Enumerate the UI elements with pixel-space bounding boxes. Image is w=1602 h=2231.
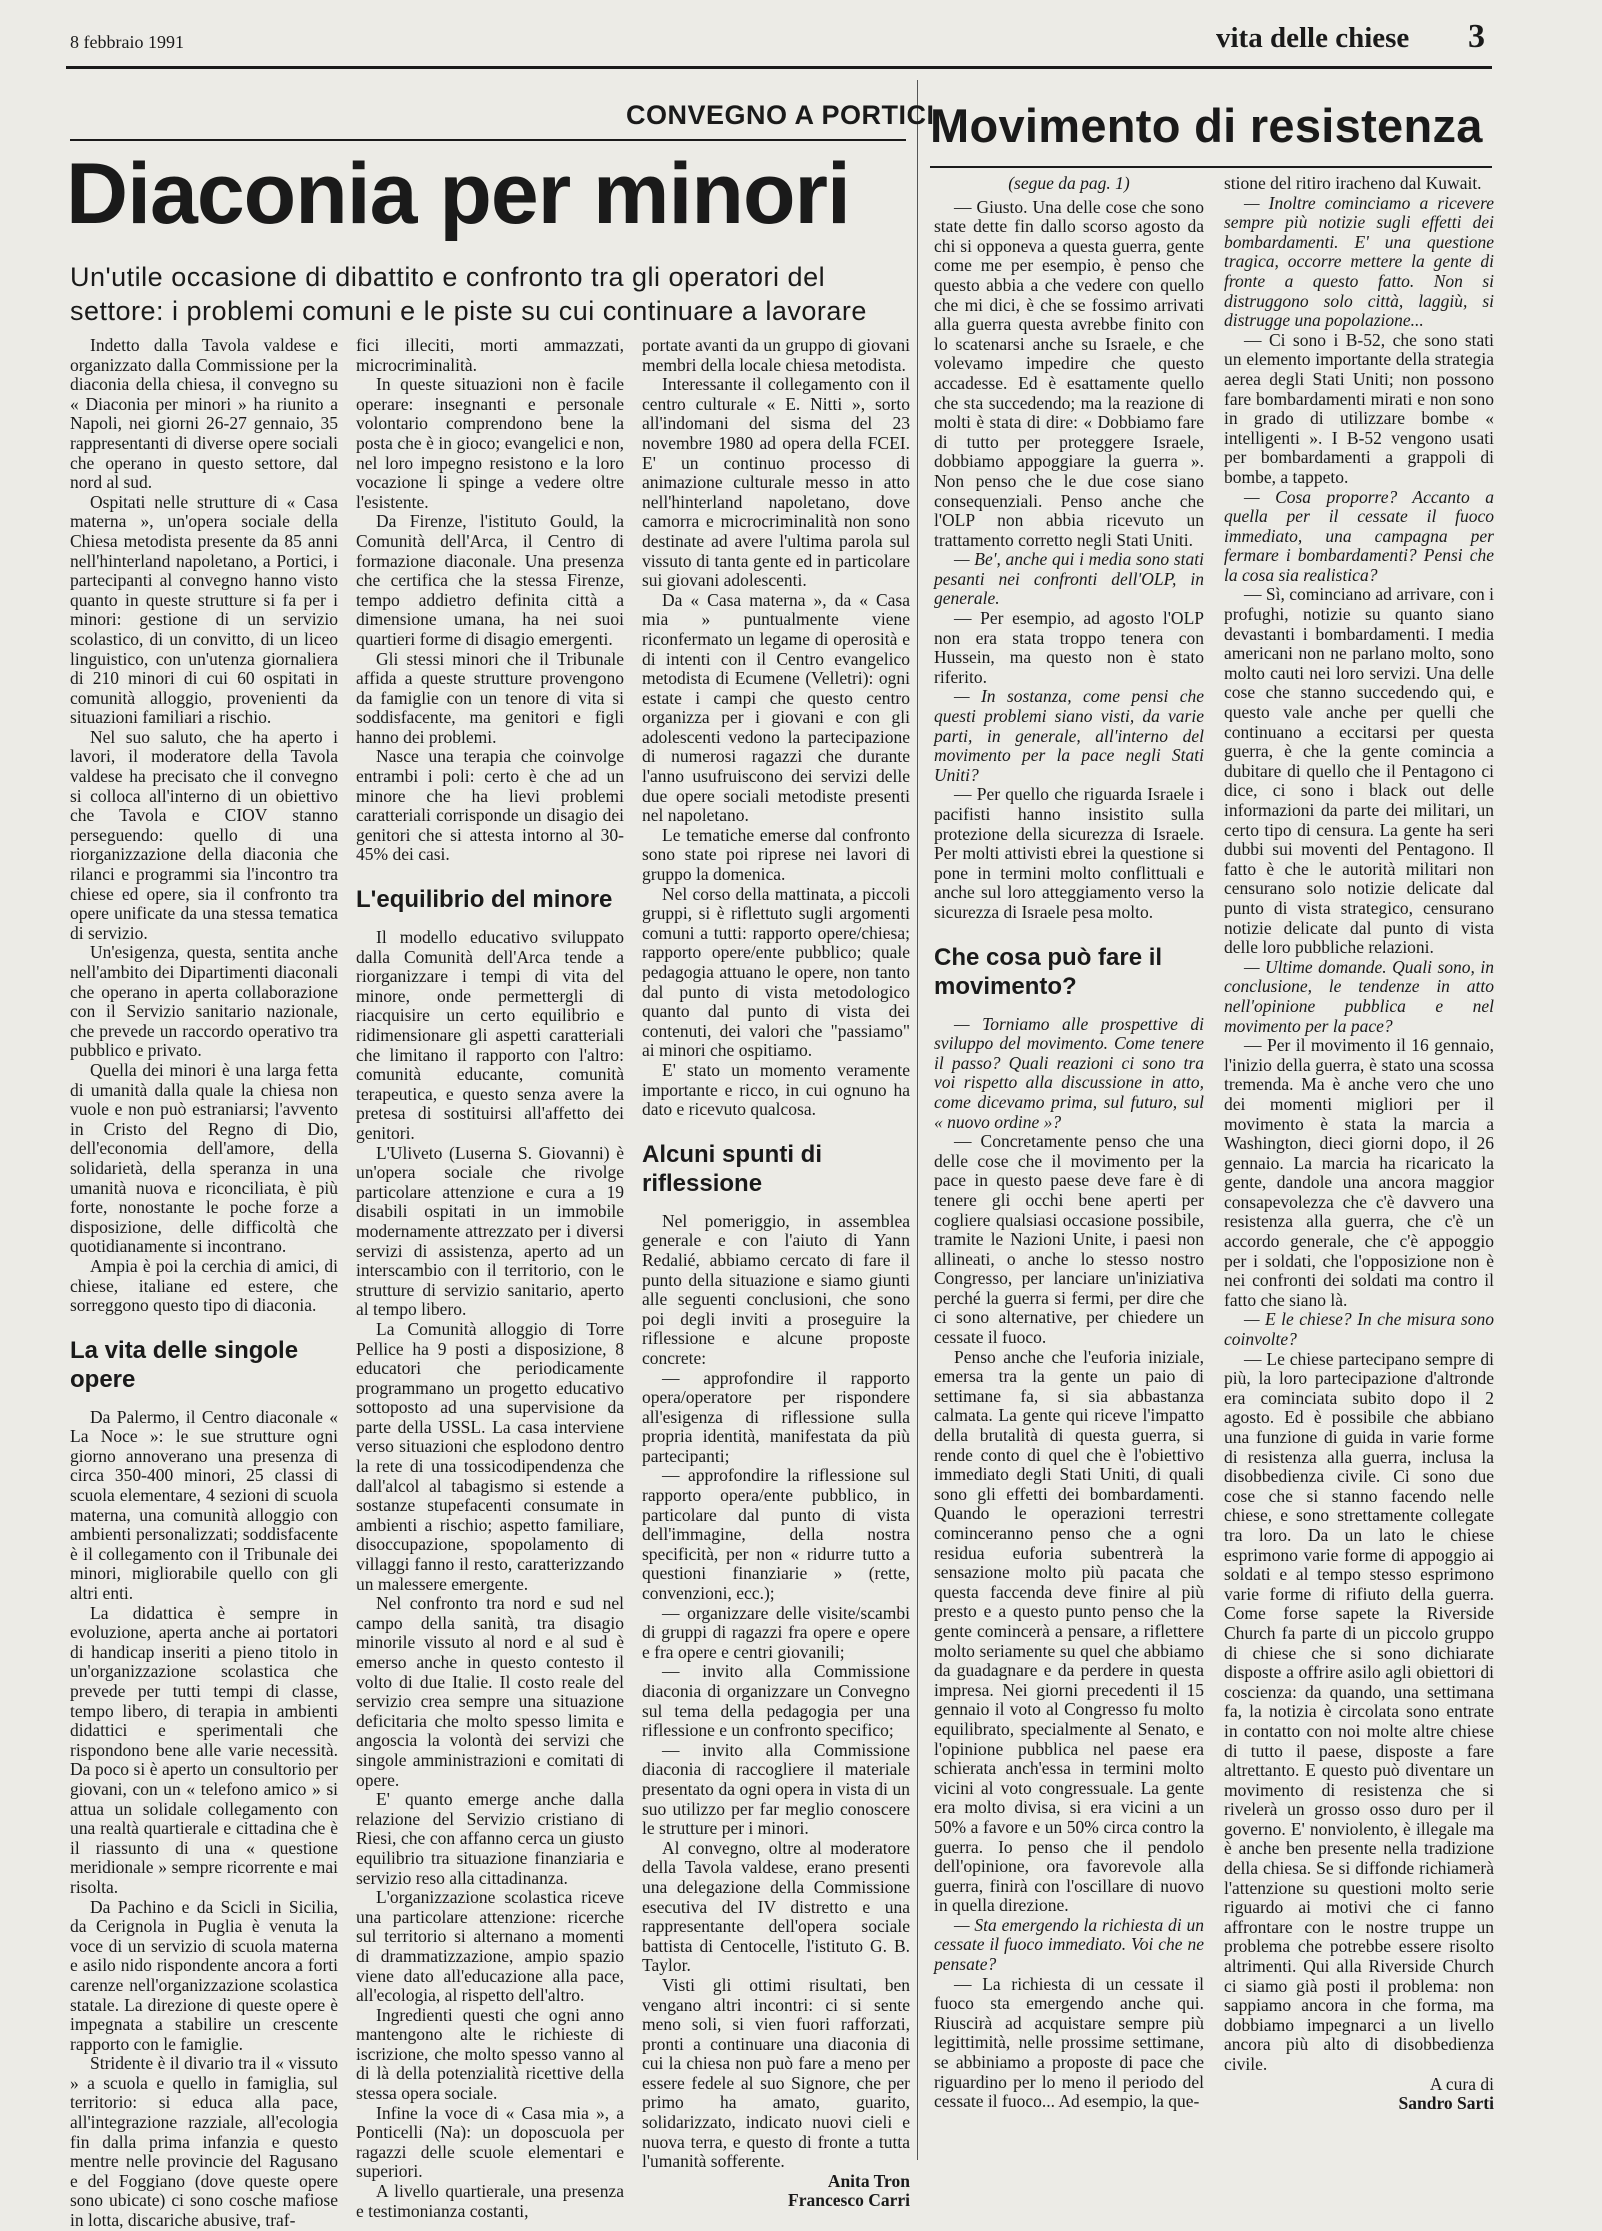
paragraph: Stridente è il divario tra il « vissuto » a scuola e quello in famiglia, sul territorio: si educa alla pace, all'integrazione razziale, all'ecologia fin dalla prima infanzia e questo mentre nelle provincie del Ragusano e del Foggiano (dove queste opere sono ubicate) ci sono cosche mafiose in lotta, discariche abusive, traf- [70, 2053, 338, 2231]
interview-question: — Be', anche qui i media sono stati pesanti nei confronti dell'OLP, in generale. [934, 549, 1204, 609]
paragraph: — invito alla Commissione diaconia di raccogliere il materiale presentato da ogni opera in vista di un suo utilizzo per far meglio conoscere le strutture per i minori. [642, 1739, 910, 1839]
paragraph: E' stato un momento veramente importante e ricco, in cui ognuno ha dato e ricevuto qualcosa. [642, 1059, 910, 1120]
paragraph: Ampia è poi la cerchia di amici, di chiese, italiane ed estere, che sorreggono questo tipo di diaconia. [70, 1255, 338, 1316]
interview-question: — Torniamo alle prospettive di sviluppo del movimento. Come tenere il passo? Quali reazioni ci sono tra voi rispetto alla discussione in atto, come dicevamo prima, sul futuro, sul « nuovo ordine »? [934, 1013, 1204, 1132]
column-divider [917, 80, 918, 2160]
paragraph: Interessante il collegamento con il centro culturale « E. Nitti », sorto all'indomani del sisma del 23 novembre 1980 ad opera della FCEI. E' un continuo processo di animazione culturale messo in atto nell'hinterland napoletano, dove camorra e microcriminalità non sono destinate ad avere l'ultima parola sul vissuto di tanta gente ed in particolare sui giovani adolescenti. [642, 374, 910, 591]
paragraph: fici illeciti, morti ammazzati, microcriminalità. [356, 335, 624, 375]
paragraph: Da Firenze, l'istituto Gould, la Comunità dell'Arca, il Centro di formazione diaconale. Una presenza che certifica che la stessa Firenze, tempo addietro definita città a dimensione umana, ha nei suoi quartieri forme di disagio emergenti. [356, 511, 624, 649]
article1-column-2 [356, 336, 624, 2221]
paragraph: — Per esempio, ad agosto l'OLP non era stata troppo tenera con Hussein, ma questo non è stato riferito. [934, 608, 1204, 687]
paragraph: — Giusto. Una delle cose che sono state dette fin dallo scorso agosto da chi si opponeva a questa guerra, gente come me per esempio, è penso che questo abbia a che vedere con quello che mi dici, è che se fossimo arrivati alla guerra questa avrebbe finito con lo scatenarsi anche su Israele, e che volevamo impedire che questo accadesse. Ed è esattamente quello che sta succedendo; ma la reazione di molti è stata di dire: « Dobbiamo fare di tutto per proteggere Israele, dobbiamo appoggiare la guerra ». Non penso che le due cose siano consequenziali. Penso anche che l'OLP non abbia ricevuto un trattamento corretto negli Stati Uniti. [934, 196, 1204, 550]
author-signature: Francesco Carri [788, 2190, 910, 2211]
paragraph: Penso anche che l'euforia iniziale, emersa tra la gente un paio di settimane fa, si sia abbastanza calmata. La gente qui riceve l'impatto della brutalità di questa guerra, si rende conto di quel che è l'obiettivo immediato degli Stati Uniti, di quali sono gli effetti dei bombardamenti. Quando le operazioni terrestri cominceranno penso che a ogni residua euforia subentrerà la sensazione molto più pacata che questa faccenda deve finire al più presto e a questo punto penso che la gente comincerà a pensare, a riflettere molto seriamente su quel che abbiamo da guadagnare e da perdere in questa impresa. Nei giorni precedenti il 15 gennaio il voto al Congresso fu molto equilibrato, specialmente al Senato, e l'opinione pubblica nel paese era schierata anch'essa in termini molto vicini al voto congressuale. La gente era molto divisa, si era vicini a un 50% a favore e un 50% circa contro la guerra. Io penso che il pendolo dell'opinione, ora favorevole alla guerra, finirà con l'oscillare di nuovo in quella direzione. [934, 1346, 1204, 1916]
subheading: La vita delle singole opere [70, 1336, 299, 1393]
page-number: 3 [1468, 18, 1485, 55]
paragraph: — approfondire il rapporto opera/operatore per rispondere all'esigenza di riflessione sulla propria identità, manifestata da più partecipanti; [642, 1367, 910, 1466]
paragraph: Ingredienti questi che ogni anno mantengono alte le richieste di iscrizione, che molto spesso vanno al di là della potenzialità ricettive della stessa opera sociale. [356, 2004, 624, 2104]
issue-date: 8 febbraio 1991 [70, 32, 184, 52]
editor-credit: A cura di [1429, 2073, 1494, 2094]
paragraph: E' quanto emerge anche dalla relazione del Servizio cristiano di Riesi, che con affanno cerca un giusto equilibrio tra situazione finanziaria e servizio reso alla cittadinanza. [356, 1789, 624, 1888]
paragraph: Nel pomeriggio, in assemblea generale e con l'aiuto di Yann Redalié, abbiamo cercato di fare il punto della situazione e siamo giunti alle seguenti conclusioni, che sono poi degli inviti a proseguire la riflessione e alcune proposte concrete: [642, 1210, 910, 1368]
article1-column-3 [642, 336, 910, 2211]
paragraph: Al convegno, oltre al moderatore della Tavola valdese, erano presenti una delegazione della Commissione esecutiva del IV distretto e una rappresentante dell'opera sociale battista di Centocelle, l'istituto G. B. Taylor. [642, 1837, 910, 1976]
paragraph: L'Uliveto (Luserna S. Giovanni) è un'opera sociale che rivolge particolare attenzione e cura a 19 disabili ospitati in un immobile modernamente attrezzato per i diversi servizi di assistenza, aperto ad un interscambio con il territorio, con le strutture di servizio sanitario, aperto al tempo libero. [356, 1142, 624, 1320]
continuation-note: (segue da pag. 1) [1008, 173, 1130, 193]
paragraph: — approfondire la riflessione sul rapporto opera/ente pubblico, in particolare dal punto di vista dell'immagine, della nostra specificità, per non « ridurre tutto a questioni finanziarie » (rette, convenzioni, ecc.); [642, 1465, 910, 1604]
paragraph: — Le chiese partecipano sempre di più, la loro partecipazione d'altronde era cominciata subito dopo il 2 agosto. Ed è possibile che abbiano una funzione di guida in varie forme di resistenza alla guerra, inclusa la disobbedienza civile. Ci sono due cose che si stanno facendo nelle chiese, e sono strettamente collegate tra loro. Da un lato le chiese esprimono varie forme di appoggio ai soldati e al tempo stesso esprimono varie forme di rifiuto della guerra. Come forse sapete la Riverside Church fa parte di un piccolo gruppo di chiese che si sono dichiarate disposte a offrire asilo agli obiettori di coscienza: da quando, una settimana fa, la notizia è circolata sono entrate in contatto con noi molte altre chiese di tutto il paese, disposte a fare altrettanto. E questo può diventare un movimento di resistenza che si rivelerà un grosso osso duro per il governo. E' nonviolento, è illegale ma è anche ben presente nella tradizione della chiesa. Se si diffonde richiamerà l'attenzione su questioni molto serie riguardo ai motivi che ci fanno affrontare con le nostre truppe un problema che potrebbe essere risolto altrimenti. Qui alla Riverside Church ci siamo già posti il problema: non sappiamo ancora in che forma, ma dobbiamo impegnarci a un livello ancora più alto di disobbedienza civile. [1224, 1348, 1494, 2074]
paragraph: A livello quartierale, una presenza e testimonianza costanti, [356, 2181, 624, 2221]
article-kicker: CONVEGNO A PORTICI [626, 100, 935, 130]
second-article-rule [930, 166, 1492, 168]
paragraph: Nel corso della mattinata, a piccoli gruppi, si è riflettuto sugli argomenti comuni a tutti: rapporto opere/chiesa; rapporto opere/ente pubblico; quale pedagogia attuano le opere, non tanto dal punto di vista metodologico quanto dal punto di vista dei contenuti, dei valori che "passiamo" ai minori che ospitiamo. [642, 883, 910, 1061]
paragraph: La Comunità alloggio di Torre Pellice ha 9 posti a disposizione, 8 educatori che periodicamente programmano un progetto educativo sottoposto ad una supervisione da parte della USSL. La casa interviene verso situazioni che esplodono dentro la rete di una tossicodipendenza che dall'alcol al tabagismo si estende a sostanze stupefacenti consumate in ambienti a rischio; aspetto familiare, disoccupazione, spopolamento di villaggi fanno il resto, caratterizzando un malessere emergente. [356, 1318, 624, 1594]
editor-name: Sandro Sarti [1398, 2093, 1494, 2114]
paragraph: — Ci sono i B-52, che sono stati un elemento importante della strategia aerea degli Stati Uniti; non possono fare bombardamenti mirati e non sono in grado di utilizzare bombe « intelligenti ». I B-52 vengono usati per bombardamenti a grappoli di bombe, a tappeto. [1224, 329, 1494, 487]
subheading: Che cosa può fare il movimento? [934, 943, 1163, 1000]
article1-column-1 [70, 336, 338, 2231]
paragraph: portate avanti da un gruppo di giovani membri della locale chiesa metodista. [642, 335, 910, 375]
section-title: vita delle chiese [1216, 22, 1410, 54]
paragraph: Ospitati nelle strutture di « Casa materna », un'opera sociale della Chiesa metodista presente da 85 anni nell'hinterland napoletano, a Portici, i partecipanti al convegno hanno visto quanto in queste strutture si fa per i minori: gestione di un servizio scolastico, di un convitto, di un liceo linguistico, con un'utenza giornaliera di 210 minori di cui 60 ospitati in comunità alloggio, provenienti da situazioni familiari a rischio. [70, 491, 338, 728]
masthead-rule [66, 66, 1492, 69]
paragraph: Gli stessi minori che il Tribunale affida a queste strutture provengono da famiglie con un tenore di vita si soddisfacente, ma genitori e figli hanno dei problemi. [356, 648, 624, 747]
paragraph: — Per quello che riguarda Israele i pacifisti hanno insistito sulla protezione della sicurezza di Israele. Per molti attivisti ebrei la questione si pone in termini molto conflittuali e anche sul loro atteggiamento verso la sicurezza di Israele pesa molto. [934, 784, 1204, 922]
interview-question: — Inoltre cominciamo a ricevere sempre più notizie sugli effetti dei bombardamenti. E' una questione tragica, occorre mettere la gente di fronte a questo fatto. Non si distruggono solo città, laggiù, si distrugge una popolazione... [1224, 192, 1494, 331]
kicker-rule [70, 139, 906, 141]
paragraph: — invito alla Commissione diaconia di organizzare un Convegno sul tema della pedagogia per una riflessione e un confronto specifico; [642, 1661, 910, 1741]
paragraph: Le tematiche emerse dal confronto sono state poi riprese nei lavori di gruppo la domenica. [642, 824, 910, 885]
author-signature: Anita Tron [827, 2170, 910, 2191]
paragraph: Indetto dalla Tavola valdese e organizzato dalla Commissione per la diaconia della chiesa, il convegno su « Diaconia per minori » ha riunito a Napoli, nei giorni 26-27 gennaio, 35 rappresentanti di diverse opere sociali che operano in questo settore, dal nord al sud. [70, 335, 338, 493]
interview-question: — In sostanza, come pensi che questi problemi siano visti, da varie parti, in generale, all'interno del movimento per la pace negli Stati Uniti? [934, 686, 1204, 785]
article2-column-1 [934, 174, 1204, 2112]
paragraph: Da « Casa materna », da « Casa mia » puntualmente viene riconfermato un legame di operosità e di intenti con il Centro evangelico metodista di Ecumene (Velletri): ogni estate i campi che questo centro organizza per i giovani e con gli adolescenti vedono la partecipazione di numerosi ragazzi che durante l'anno usufruiscono dei servizi delle due opere sociali metodiste presenti nel napoletano. [642, 589, 910, 826]
subheading: Alcuni spunti di riflessione [642, 1140, 822, 1197]
paragraph: Il modello educativo sviluppato dalla Comunità dell'Arca tende a riorganizzare i tempi di vita del minore, onde permettergli di riacquisire un certo equilibrio e ridimensionare gli aspetti caratteriali che limitano il rapporto con l'altro: comunità educante, comunità terapeutica, e questo senza avere la pretesa di sostituirsi all'affetto dei genitori. [356, 927, 624, 1143]
paragraph: Quella dei minori è una larga fetta di umanità dalla quale la chiesa non vuole e non può estraniarsi; l'avvento in Cristo del Regno di Dio, dell'economia dell'amore, della solidarietà, della speranza in una umanità nuova e riconciliata, è più forte, nonostante le poche forze a disposizione, delle difficoltà che quotidianamente si incontrano. [70, 1059, 338, 1257]
paragraph: Da Palermo, il Centro diaconale « La Noce »: le sue strutture ogni giorno annoverano una presenza di circa 350-400 minori, 25 classi di scuola elementare, 4 sezioni di scuola materna, una comunità alloggio con ambienti personalizzati; soddisfacente è il collegamento con il Tribunale dei minori, migliorabile quello con gli altri enti. [70, 1406, 338, 1604]
paragraph: — Concretamente penso che una delle cose che il movimento per la pace in questo paese deve fare è di tenere gli occhi bene aperti per cogliere qualsiasi occasione possibile, tramite le Nazioni Unite, i paesi non allineati, o anche lo stesso nostro Congresso, per lanciare un'iniziativa perché la guerra si fermi, per dire che ci sono alternative, per chiedere un cessate il fuoco. [934, 1131, 1204, 1348]
article-headline: Diaconia per minori [66, 146, 850, 242]
paragraph: Un'esigenza, questa, sentita anche nell'ambito dei Dipartimenti diaconali che operano in aperta collaborazione con il Servizio sanitario nazionale, che prevede un raccordo operativo tra pubblico e privato. [70, 942, 338, 1061]
paragraph: Da Pachino e da Scicli in Sicilia, da Cerignola in Puglia è venuta la voce di un servizio di scuola materna e asilo nido rispondente ancora a forti carenze nell'organizzazione scolastica statale. La direzione di queste opere è impegnata a stabilire un crescente rapporto con le famiglie. [70, 1896, 338, 2054]
article2-column-2 [1224, 174, 1494, 2114]
paragraph: La didattica è sempre in evoluzione, aperta anche ai portatori di handicap inseriti a pieno titolo in un'organizzazione scolastica che prevede per tutti tempi di classe, tempo libero, di terapia in ambienti didattici e sperimentali che rispondono bene alle varie necessità. Da poco si è aperto un consultorio per giovani, con un « telefono amico » si attua un solidale collegamento con una realtà quartierale e cittadina che è il riassunto di una « questione meridionale » sempre ricorrente e mai risolta. [70, 1602, 338, 1897]
paragraph: — La richiesta di un cessate il fuoco sta emergendo anche qui. Riuscirà ad acquistare sempre più legittimità, nelle prossime settimane, se abbiniamo a proposte di pace che riguardino per lo meno il periodo del cessate il fuoco... Ad esempio, la que- [934, 1973, 1204, 2112]
interview-question: — Cosa proporre? Accanto a quella per il cessate il fuoco immediato, una campagna per fermare i bombardamenti? Pensi che la cosa sia realistica? [1224, 486, 1494, 585]
paragraph: Infine la voce di « Casa mia », a Ponticelli (Na): un doposcuola per ragazzi delle scuole elementari e superiori. [356, 2102, 624, 2182]
interview-question: — Sta emergendo la richiesta di un cessate il fuoco immediato. Voi che ne pensate? [934, 1914, 1204, 1975]
paragraph: In queste situazioni non è facile operare: insegnanti e personale volontario comprendono bene la posta che è in gioco; evangelici e non, nel loro impegno resistono e la loro vocazione li spinge a vedere oltre l'esistente. [356, 374, 624, 512]
paragraph: — organizzare delle visite/scambi di gruppi di ragazzi fra opere e opere e fra opere e centri giovanili; [642, 1602, 910, 1662]
second-article-headline: Movimento di resistenza [930, 99, 1483, 152]
article-subtitle: Un'utile occasione di dibattito e confronto tra gli operatori del settore: i problemi comuni e le piste su cui continuare a lavorare [70, 262, 867, 326]
paragraph: — Per il movimento il 16 gennaio, l'inizio della guerra, è stato una scossa tremenda. Ma è anche vero che uno dei momenti migliori per il movimento è stata la marcia a Washington, dieci giorni dopo, il 26 gennaio. La marcia ha ricaricato la gente, dandole una ancora maggior consapevolezza che c'è davvero una resistenza alla guerra, che c'è un accordo generale, che c'è appoggio per i soldati, che l'opposizione non è nei confronti dei soldati ma contro il fatto che siano là. [1224, 1035, 1494, 1310]
paragraph: stione del ritiro iracheno dal Kuwait. [1224, 173, 1482, 193]
subheading: L'equilibrio del minore [356, 886, 613, 914]
paragraph: Nel suo saluto, che ha aperto i lavori, il moderatore della Tavola valdese ha precisato che il convegno si colloca all'interno di un obiettivo che Tavola e CIOV stanno perseguendo: quello di una riorganizzazione della diaconia che rilanci e programmi sia l'incontro tra chiese ed opere, sia il confronto tra opere unificate da una stessa tematica di servizio. [70, 726, 338, 943]
paragraph: L'organizzazione scolastica riceve una particolare attenzione: ricerche sul territorio si alternano a momenti di drammatizzazione, ampio spazio viene dato all'educazione alla pace, all'ecologia, al rispetto dell'altro. [356, 1887, 624, 2006]
paragraph: Nasce una terapia che coinvolge entrambi i poli: certo è che ad un minore che ha lievi problemi caratteriali corrisponde un disagio dei genitori che si attesta intorno al 30-45% dei casi. [356, 746, 624, 865]
paragraph: Nel confronto tra nord e sud nel campo della sanità, tra disagio minorile vissuto al nord e al sud è emerso anche in questo contesto il volto di due Italie. Il costo reale del servizio crea sempre una situazione deficitaria che molto spesso limita e angoscia la volontà dei servizi che singole amministrazioni e comitati di opere. [356, 1593, 624, 1790]
paragraph: — Sì, cominciano ad arrivare, con i profughi, notizie su quanto siano devastanti i bombardamenti. I media americani non ne parlano molto, sono molto cauti nei loro servizi. Una delle cose che stanno succedendo qui, e questo vale anche per quelli che continuano a eccitarsi per questa guerra, è che la gente comincia a dubitare di quello che il Pentagono ci dice, ci sono i black out delle informazioni da parte dei militari, un certo tipo di censura. La gente ha seri dubbi sui moventi del Pentagono. Il fatto è che le autorità militari non censurano solo notizie delicate dal punto di vista strategico, censurano notizie delicate dal punto di vista delle loro pubbliche relazioni. [1224, 584, 1494, 958]
paragraph: Visti gli ottimi risultati, ben vengano altri incontri: ci si sente meno soli, si vien fuori rafforzati, pronti a continuare una diaconia di cui la chiesa non può fare a meno per essere fedele al suo Signore, che per primo ha amato, guarito, solidarizzato, indicato nuovi cieli e nuova terra, e questo di fronte a tutta l'umanità sofferente. [642, 1974, 910, 2172]
interview-question: — E le chiese? In che misura sono coinvolte? [1224, 1309, 1494, 1350]
interview-question: — Ultime domande. Quali sono, in conclusione, le tendenze in atto nell'opinione pubblica e nel movimento per la pace? [1224, 956, 1494, 1036]
